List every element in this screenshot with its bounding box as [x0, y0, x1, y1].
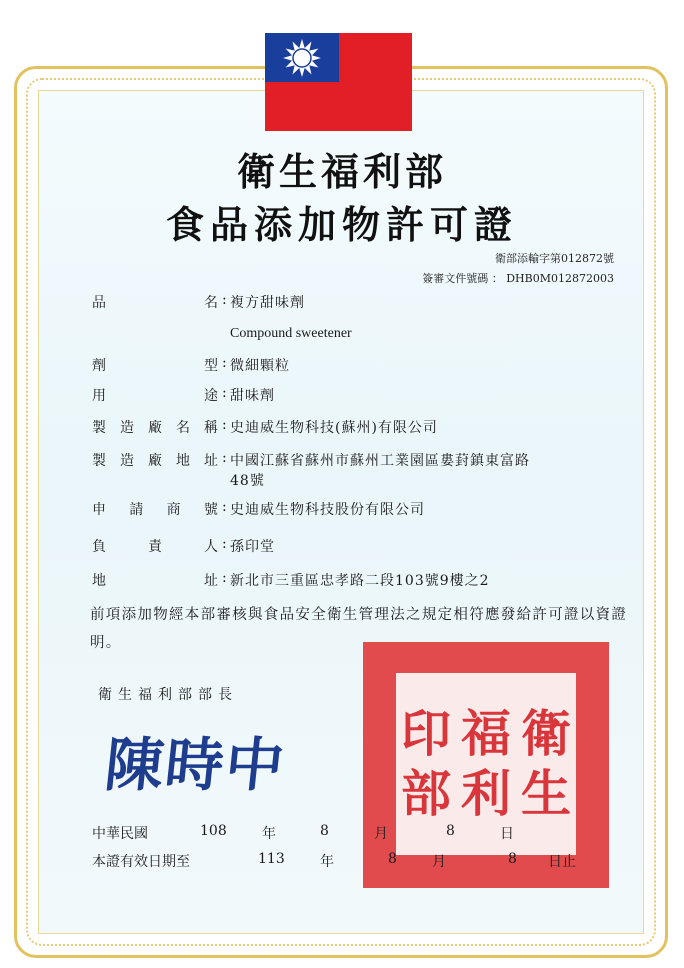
- english-product-name: Compound sweetener: [230, 326, 352, 341]
- national-flag: [265, 33, 412, 131]
- field-value: 新北市三重區忠孝路二段103號9樓之2: [230, 573, 490, 589]
- seal-face: [393, 670, 579, 858]
- field-value: 微細顆粒: [230, 358, 290, 374]
- field-value: 孫印堂: [230, 539, 275, 555]
- valid-year: 113: [258, 851, 285, 867]
- field-label: 劑型: [92, 358, 220, 374]
- document-number: 簽審文件號碼 ： DHB0M012872003: [422, 272, 614, 285]
- field-value: 中國江蘇省蘇州市蘇州工業園區婁葑鎮東富路: [230, 453, 530, 469]
- field-label: 地址: [92, 573, 220, 589]
- seal-char: 生: [521, 764, 571, 823]
- minister-signature: 陳時中: [101, 731, 290, 799]
- valid-month: 8: [388, 851, 397, 867]
- certificate-page: 衛生福利部 食品添加物許可證 衛部添輸字第012872號 簽審文件號碼 ： DHB0M012872003 品名 : 複方甜味劑 Compound sweetener 劑型 : 微細顆粒 用途 : 甜味劑 製造廠名稱 : 史迪威生物科技(蘇州)有限公司 製造廠地址 : 中國江蘇省蘇州市蘇州工業園區婁葑鎮東富路 48號 申請商號 : 史迪威生物科技股份有限公司 負責人 : 孫印堂 地址 : 新北市三重區忠孝路二段103號9樓之2 前項添加物經本部審核與食品安全衛生管理法之規定相符應發給許可證以資證明。 衛生福利部部長 陳時中 印 部 福 利 衛 生 中華民國 108 年 8 月 8 日 本證有效日期至 113 年 8 月 8 日止: [0, 0, 684, 968]
- seal-char: 福: [461, 704, 511, 763]
- field-label: 用途: [92, 388, 220, 404]
- valid-until-label: 本證有效日期至: [92, 854, 190, 870]
- field-value: 史迪威生物科技股份有限公司: [230, 502, 425, 518]
- field-value-line2: 48號: [230, 473, 265, 489]
- license-number: 衛部添輸字第012872號: [495, 252, 614, 265]
- issue-era: 中華民國: [92, 826, 148, 842]
- flag-canton: [265, 33, 339, 82]
- field-value: 複方甜味劑: [230, 295, 305, 311]
- valid-year-unit: 年: [320, 854, 334, 870]
- seal-char: 印: [401, 704, 451, 763]
- field-value: 甜味劑: [230, 388, 275, 404]
- field-label: 製造廠名稱: [92, 420, 220, 436]
- field-label: 品名: [92, 295, 220, 311]
- seal-char: 衛: [521, 704, 571, 763]
- issue-day: 8: [446, 823, 455, 839]
- seal-char: 部: [401, 764, 451, 823]
- valid-day-unit: 日止: [548, 854, 576, 870]
- minister-title: 衛生福利部部長: [98, 687, 238, 703]
- issue-year-unit: 年: [262, 826, 276, 842]
- valid-day: 8: [508, 851, 517, 867]
- white-sun-icon: [282, 38, 322, 78]
- certification-statement: 前項添加物經本部審核與食品安全衛生管理法之規定相符應發給許可證以資證明。: [90, 607, 628, 651]
- valid-month-unit: 月: [432, 854, 446, 870]
- certificate-title: 食品添加物許可證: [165, 202, 518, 247]
- issue-month-unit: 月: [374, 826, 388, 842]
- ministry-title: 衛生福利部: [236, 149, 447, 194]
- field-label: 申請商號: [92, 502, 220, 518]
- field-label: 製造廠地址: [92, 453, 220, 469]
- seal-char: 利: [461, 764, 511, 823]
- issue-year: 108: [200, 823, 227, 839]
- field-value: 史迪威生物科技(蘇州)有限公司: [230, 420, 438, 436]
- field-label: 負責人: [92, 539, 220, 555]
- issue-month: 8: [320, 823, 329, 839]
- issue-day-unit: 日: [500, 826, 514, 842]
